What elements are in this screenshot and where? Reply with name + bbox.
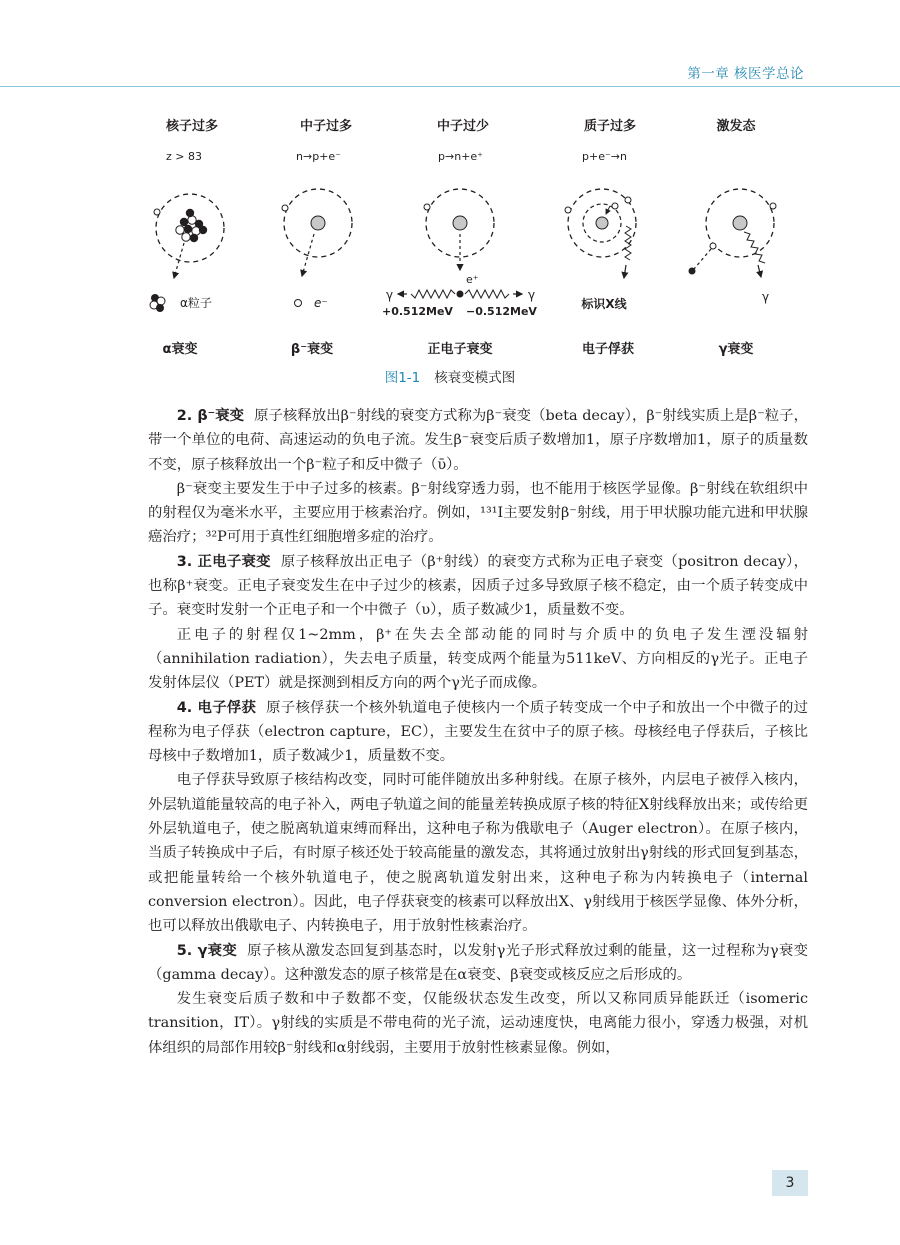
panel-formula: z > 83 (166, 150, 202, 163)
paragraph: 2. β⁻衰变 原子核释放出β⁻射线的衰变方式称为β⁻衰变（beta decay），β⁻射线实质上是β⁻粒子，带一个单位的电荷、高速运动的负电子流。发生β⁻衰变后质子数增加1，原子序数增加1，原子的质量数不变，原子核释放出一个β⁻粒子和反中微子（ῡ）。 (148, 408, 808, 473)
body-text (148, 404, 808, 1060)
panel-formula: n→p+e⁻ (296, 150, 341, 163)
panel-electron-capture (565, 118, 636, 357)
emission-arrow (174, 243, 184, 278)
emit-label: 标识X线 (581, 297, 627, 311)
panel-beta-minus (282, 118, 352, 357)
electron (154, 209, 160, 215)
electron (565, 207, 571, 213)
panel-gamma (689, 118, 777, 357)
electron (424, 204, 430, 210)
panel-alpha (150, 118, 224, 357)
panel-caption: α衰变 (162, 342, 198, 357)
panel-formula: p→n+e⁺ (438, 150, 483, 163)
nucleus (596, 217, 608, 229)
panel-caption: γ衰变 (718, 342, 754, 357)
running-header: 第一章 核医学总论 (687, 66, 804, 82)
emit-label: e⁺ (466, 273, 479, 286)
paragraph: 4. 电子俘获 原子核俘获一个核外轨道电子使核内一个质子转变成一个中子和放出一个中微子的过程称为电子俘获（electron capture，EC），主要发生在贫中子的原子核。母核经电子俘获后，子核比母核中子数增加1，质子数减少1，质量数不变。 (148, 699, 808, 765)
nucleus (733, 216, 747, 230)
section-heading: 3. 正电子衰变 (176, 553, 271, 570)
section-heading: 2. β⁻衰变 (176, 408, 245, 424)
xray-arrow (624, 265, 626, 278)
nucleus (311, 216, 325, 230)
page-number: 3 (772, 1170, 808, 1196)
emitted-electron (295, 300, 302, 307)
emit-label: γ (762, 290, 770, 304)
panel-caption: 电子俘获 (581, 342, 635, 357)
figure-title: 核衰变模式图 (434, 370, 516, 386)
panel-caption: 正电子衰变 (427, 342, 493, 357)
conversion-electron (689, 268, 696, 275)
panel-title: 核子过多 (165, 119, 219, 134)
capture-arrow (606, 206, 610, 214)
emit-label: e⁻ (314, 296, 328, 310)
panel-caption: β⁻衰变 (290, 342, 334, 357)
electron (282, 205, 288, 211)
energy-left: +0.512MeV (382, 305, 453, 318)
nucleus-cluster (176, 209, 207, 242)
conversion-electron-origin (710, 243, 716, 249)
paragraph: 电子俘获导致原子核结构改变，同时可能伴随放出多种射线。在原子核外，内层电子被俘入核内，外层轨道能量较高的电子补入，两电子轨道之间的能量差转换成原子核的特征X射线释放出来；或传给更外层轨道电子，使之脱离轨道束缚而释出，这种电子称为俄歇电子（Auger electron）。在原子核内，当质子转换成中子后，有时原子核还处于较高能量的激发态，其将通过放射出γ射线的形式回复到基态，或把能量转给一个核外轨道电子，使之脱离轨道发射出来，这种电子称为内转换电子（internal conversion electron）。因此，电子俘获衰变的核素可以释放出X、γ射线用于核医学显像、体外分析，也可以释放出俄歇电子、内转换电子，用于放射性核素治疗。 (148, 772, 808, 935)
electron (770, 203, 776, 209)
conversion-path (694, 249, 711, 269)
panel-title: 中子过多 (299, 119, 353, 134)
emit-label: α粒子 (180, 296, 212, 310)
energy-right: −0.512MeV (466, 305, 537, 318)
annihilation-point (457, 291, 464, 298)
section-heading: 4. 电子俘获 (176, 699, 257, 716)
panel-title: 质子过多 (583, 119, 637, 134)
gamma-arrow (758, 265, 761, 277)
alpha-particle (150, 294, 165, 312)
nucleus (453, 216, 467, 230)
figure-number: 图1-1 (384, 370, 421, 386)
gamma-label-right: γ (528, 288, 536, 302)
paragraph: 3. 正电子衰变 原子核释放出正电子（β⁺射线）的衰变方式称为正电子衰变（positron decay），也称β⁺衰变。正电子衰变发生在中子过少的核素，因质子过多导致原子核不稳定，由一个质子转变成中子。衰变时发射一个正电子和一个中微子（υ），质子数减少1，质量数不变。 (148, 553, 808, 619)
outer-electron (625, 197, 631, 203)
paragraph: 发生衰变后质子数和中子数都不变，仅能级状态发生改变，所以又称同质异能跃迁（isomeric transition，IT）。γ射线的实质是不带电荷的光子流，运动速度快，电离能力很小，穿透力极强，对机体组织的局部作用较β⁻射线和α射线弱，主要用于放射性核素显像。例如， (148, 991, 808, 1056)
gamma-label-left: γ (386, 288, 394, 302)
section-heading: 5. γ衰变 (176, 942, 238, 959)
panel-title: 激发态 (716, 119, 756, 134)
gamma-wave (744, 232, 765, 263)
panel-title: 中子过少 (436, 119, 490, 134)
panel-positron (382, 118, 537, 357)
figure-caption (0, 366, 900, 386)
paragraph: β⁻衰变主要发生于中子过多的核素。β⁻射线穿透力弱，也不能用于核医学显像。β⁻射线在软组织中的射程仅为毫米水平，主要应用于核素治疗。例如，¹³¹I主要发射β⁻射线，用于甲状腺功能亢进和甲状腺癌治疗；³²P可用于真性红细胞增多症的治疗。 (148, 480, 808, 546)
gamma-wave-left (411, 290, 455, 298)
panel-formula: p+e⁻→n (582, 150, 627, 163)
paragraph: 正电子的射程仅1~2mm，β⁺在失去全部动能的同时与介质中的负电子发生湮没辐射（annihilation radiation），失去电子质量，转变成两个能量为511keV、方向相反的γ光子。正电子发射体层仪（PET）就是探测到相反方向的两个γ光子而成像。 (148, 626, 808, 692)
captured-electron (612, 203, 618, 209)
gamma-wave-right (465, 290, 509, 298)
header-rule (0, 86, 900, 87)
decay-figure (130, 110, 810, 380)
paragraph: 5. γ衰变 原子核从激发态回复到基态时，以发射γ光子形式释放过剩的能量，这一过程称为γ衰变（gamma decay）。这种激发态的原子核常是在α衰变、β衰变或核反应之后形成的。 (148, 942, 808, 983)
